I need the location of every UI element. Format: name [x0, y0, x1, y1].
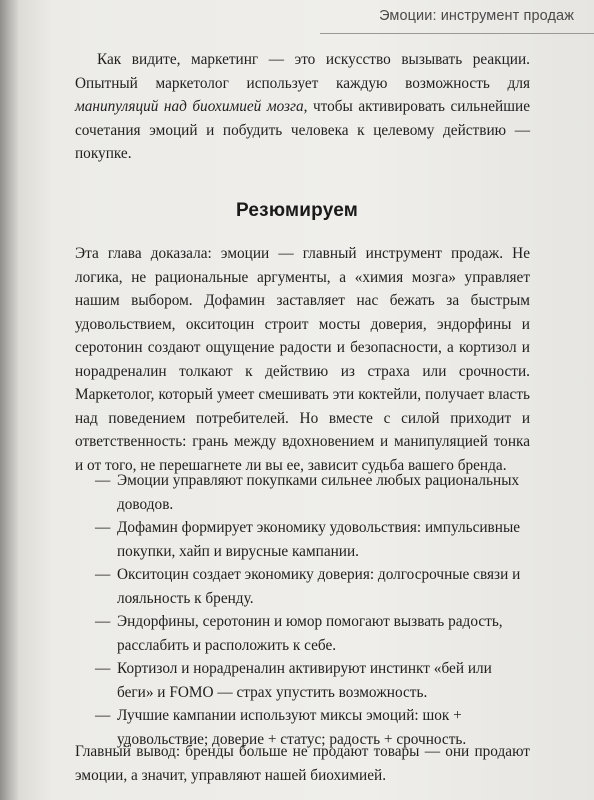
- list-item-text: Дофамин формирует экономику удовольствия: импульсивные покупки, хайп и вирусные кампании.: [117, 519, 521, 560]
- running-head: Эмоции: инструмент продаж: [379, 8, 574, 24]
- dash-marker: —: [95, 613, 111, 630]
- section-title: Резюмируем: [236, 200, 358, 221]
- list-item: [75, 469, 530, 516]
- intro-text-part1: Как видите, маркетинг — это искусство вызывать реакции. Опытный маркетолог использует каждую возможность для: [75, 51, 530, 92]
- dash-marker: —: [95, 566, 111, 583]
- list-item-text: Эмоции управляют покупками сильнее любых рациональных доводов.: [117, 472, 520, 513]
- header-rule: [320, 33, 594, 34]
- page-edge-shadow: [0, 0, 18, 800]
- intro-paragraph: [75, 48, 530, 166]
- dash-marker: —: [95, 472, 111, 489]
- dash-marker: —: [95, 707, 111, 724]
- list-item-text: Лучшие кампании используют миксы эмоций: шок + удовольствие; доверие + статус; радость + срочность.: [117, 707, 467, 748]
- list-item: [75, 657, 530, 704]
- dash-marker: —: [95, 660, 111, 677]
- intro-italic-phrase: манипуляций над биохимией мозга: [75, 98, 304, 115]
- intro-text-part2: , чтобы активировать сильнейшие сочетания эмоций и побудить человека к целевому действию — покупке.: [75, 98, 530, 162]
- list-item-text: Эндорфины, серотонин и юмор помогают вызвать радость, расслабить и расположить к себе.: [117, 613, 503, 654]
- dash-marker: —: [95, 519, 111, 536]
- list-item: [75, 610, 530, 657]
- list-item: [75, 563, 530, 610]
- summary-bullet-list: [75, 469, 530, 751]
- list-item-text: Окситоцин создает экономику доверия: долгосрочные связи и лояльность к бренду.: [117, 566, 521, 607]
- summary-paragraph: Эта глава доказала: эмоции — главный инструмент продаж. Не логика, не рациональные аргументы, а «химия мозга» управляет нашим выбором. Дофамин заставляет нас бежать за быстрым удовольствием, окситоцин строит мосты доверия, эндорфины и серотонин создают ощущение радости и безопасности, а кортизол и норадреналин толкают к действию из страха или срочности. Маркетолог, который умеет смешивать эти коктейли, получает власть над поведением потребителей. Но вместе с силой приходит и ответственность: грань между вдохновением и манипуляцией тонка и от того, не перешагнете ли вы ее, зависит судьба вашего бренда.: [75, 245, 530, 474]
- conclusion-paragraph: Главный вывод: бренды больше не продают товары — они продают эмоции, а значит, управляют нашей биохимией.: [75, 743, 530, 784]
- list-item: [75, 516, 530, 563]
- list-item-text: Кортизол и норадреналин активируют инстинкт «бей или беги» и FOMO — страх упустить возможность.: [117, 660, 492, 701]
